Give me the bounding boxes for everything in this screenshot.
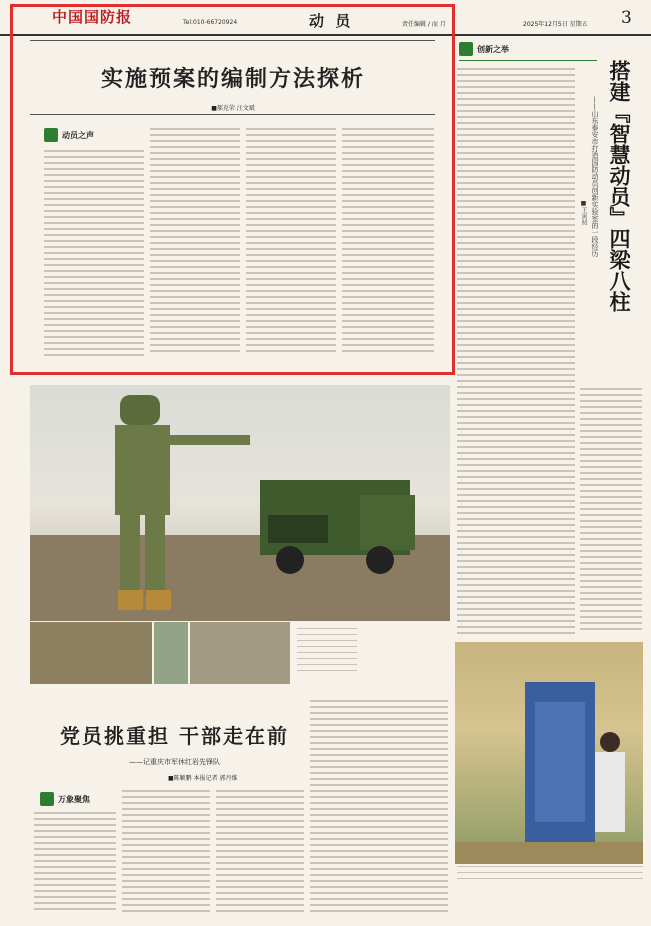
editor-credit: 责任编辑 / 而 月: [402, 21, 446, 28]
article-title: 实施预案的编制方法探析: [100, 66, 365, 92]
photo-blue-door: [455, 642, 643, 864]
telephone: Tel:010-66720924: [183, 19, 238, 26]
page-number: 3: [621, 8, 632, 28]
column-icon: [459, 42, 473, 56]
column-badge-focus: [40, 792, 90, 806]
photo-caption: [297, 628, 357, 676]
right-article-text-col1: [457, 68, 575, 648]
bottom-article-text-col1: [34, 812, 116, 916]
column-label: 万象聚焦: [58, 794, 90, 804]
section-title: 动 员: [309, 12, 354, 30]
bottom-article-text-col3: [216, 790, 304, 916]
column-rule: [459, 60, 597, 61]
right-article-text-col2: [580, 388, 642, 636]
right-article-title: 搭建『智慧动员』四梁八柱: [607, 60, 632, 312]
photo-blue-door-drawing: [455, 642, 643, 864]
column-label: 动员之声: [62, 130, 94, 140]
highlight-frame: [10, 4, 455, 375]
bottom-article-title: 党员挑重担 干部走在前: [60, 724, 289, 748]
column-icon: [40, 792, 54, 806]
right-article-author: ■王寅初: [580, 200, 587, 225]
issue-date: 2025年12月5日 星期五: [523, 21, 588, 28]
article-byline: ■郝克荣 汪文斌: [211, 105, 255, 112]
photo-soldier-truck-drawing: [30, 385, 450, 621]
photo-blue-door-caption: [457, 866, 643, 884]
newspaper-logo: 中国国防报: [52, 8, 133, 26]
photo-soldier-truck: [30, 385, 450, 621]
column-label: 创新之举: [477, 44, 509, 54]
photo-training-3: [190, 622, 290, 684]
column-badge-innovation: [459, 42, 509, 56]
photo-training-1: [30, 622, 152, 684]
bottom-article-subtitle: ——记重庆市军休红岩先锋队: [129, 758, 220, 766]
bottom-article-byline: ■陈颖鹏 本报记者 郭丹维: [168, 775, 238, 782]
right-article-subtitle: ——山东泰安市打造国防动员创新实验室的一段经历: [591, 96, 599, 257]
bottom-article-text-col4: [310, 700, 448, 916]
photo-training-2: [154, 622, 188, 684]
bottom-article-text-col2: [122, 790, 210, 916]
